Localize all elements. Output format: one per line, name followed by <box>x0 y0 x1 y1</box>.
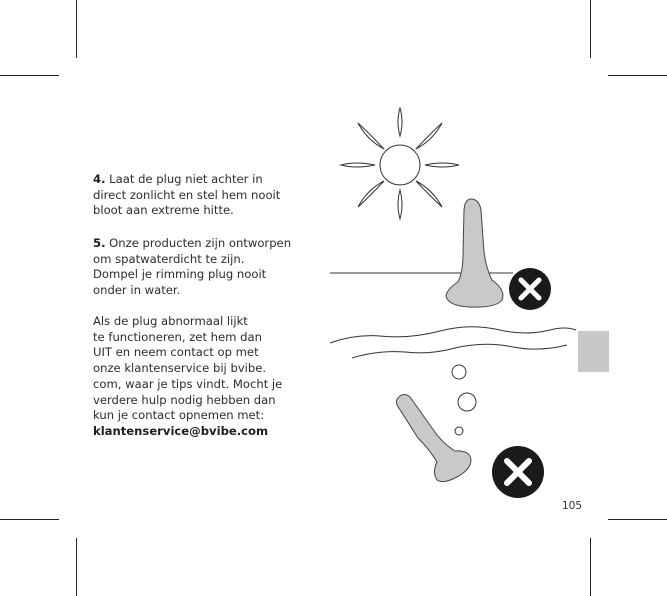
paragraph-6-line-1: Als de plug abnormaal lijkt <box>93 314 248 328</box>
paragraph-4-line-1: Laat de plug niet achter in <box>109 172 263 186</box>
page-number: 105 <box>562 500 583 512</box>
paragraph-6-line-5: com, waar je tips vindt. Mocht je <box>93 376 283 391</box>
paragraph-5-line-1: Onze producten zijn ontworpen <box>109 236 292 250</box>
paragraph-6-line-3: UIT en neem contact op met <box>93 345 259 360</box>
paragraph-6-line-6: verdere hulp nodig hebben dan <box>93 392 276 407</box>
paragraph-5-line-2: om spatwaterdicht te zijn. <box>93 251 245 266</box>
prohibited-x-icon <box>492 446 544 498</box>
paragraph-4-number: 4. <box>93 172 106 186</box>
paragraph-6-line-7: kun je contact opnemen met: <box>93 408 265 423</box>
sun-icon <box>341 108 459 219</box>
paragraph-6-line-2: te functioneren, zet hem dan <box>93 329 262 344</box>
prohibited-x-icon <box>509 268 551 310</box>
water-waves-icon <box>330 327 576 358</box>
support-email-link[interactable]: klantenservice@bvibe.com <box>93 423 269 438</box>
paragraph-5-line-4: onder in water. <box>93 283 181 298</box>
paragraph-6-line-4: onze klantenservice bij bvibe. <box>93 361 267 376</box>
paragraph-4-line-2: direct zonlicht en stel hem nooit <box>93 187 281 202</box>
paragraph-5-line-3: Dompel je rimming plug nooit <box>93 267 267 282</box>
paragraph-5-number: 5. <box>93 236 106 250</box>
plug-icon <box>446 199 503 307</box>
section-tab <box>578 331 609 372</box>
bubble-icon <box>452 365 476 435</box>
paragraph-4-line-3: bloot aan extreme hitte. <box>93 203 234 218</box>
